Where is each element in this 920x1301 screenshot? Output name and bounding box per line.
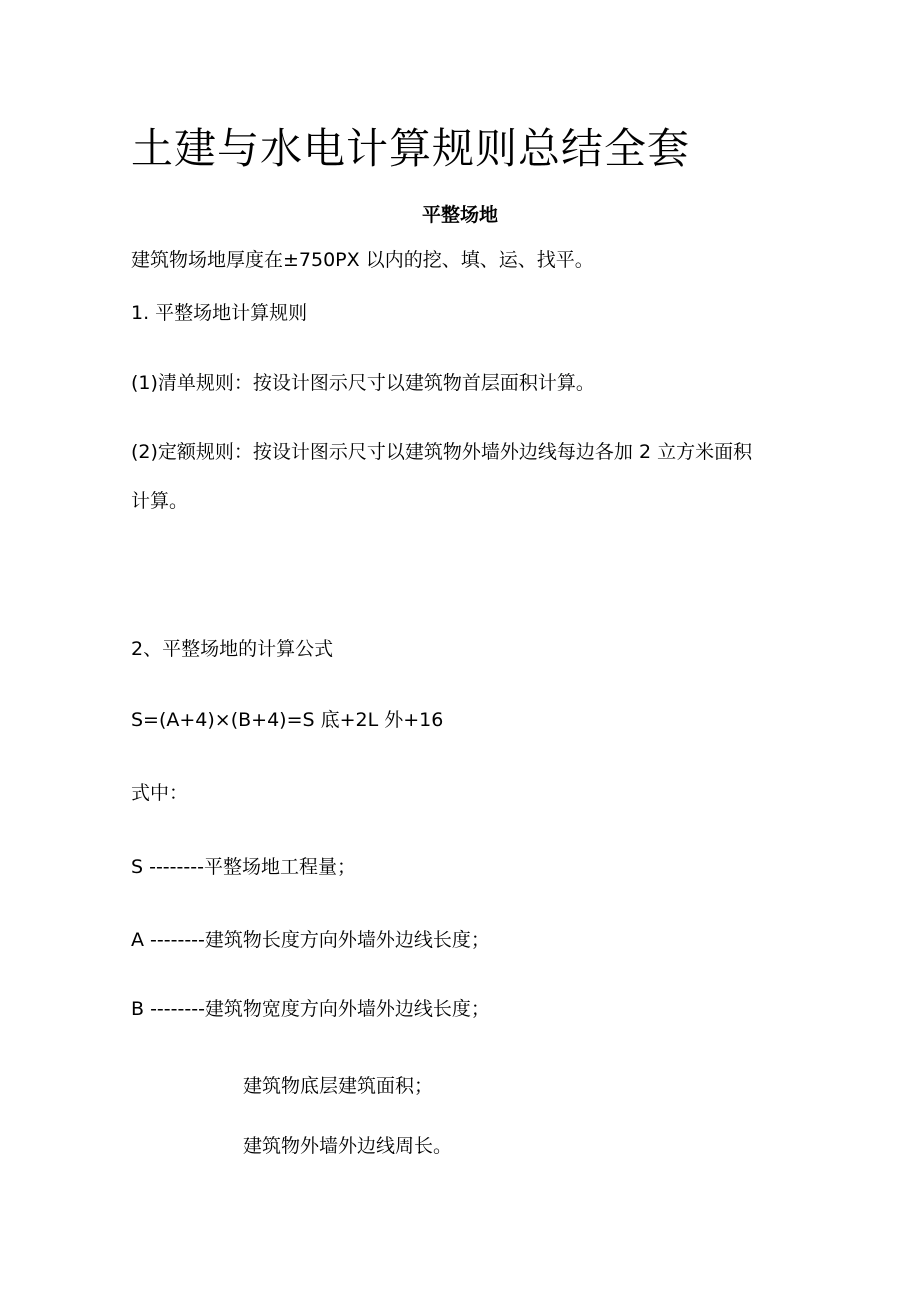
paragraph-list-rule: (1)清单规则：按设计图示尺寸以建筑物首层面积计算。 (131, 372, 595, 394)
paragraph-where: 式中： (131, 782, 189, 804)
document-title: 土建与水电计算规则总结全套 (131, 124, 691, 173)
formula: S=(A+4)×(B+4)=S 底+2L 外+16 (131, 709, 444, 731)
definition-b: B --------建筑物宽度方向外墙外边线长度； (131, 998, 490, 1020)
definition-s: S --------平整场地工程量； (131, 856, 356, 878)
definition-s-base: 建筑物底层建筑面积； (243, 1075, 434, 1097)
paragraph-quota-rule: (2)定额规则：按设计图示尺寸以建筑物外墙外边线每边各加 2 立方米面积 (131, 441, 753, 463)
definition-l-outer: 建筑物外墙外边线周长。 (243, 1135, 453, 1157)
paragraph-definition: 建筑物场地厚度在±750PX 以内的挖、填、运、找平。 (131, 249, 594, 271)
paragraph-formula-heading: 2、平整场地的计算公式 (131, 638, 334, 660)
paragraph-quota-rule-continued: 计算。 (131, 490, 189, 512)
section-heading: 平整场地 (421, 204, 498, 226)
definition-a: A --------建筑物长度方向外墙外边线长度； (131, 929, 490, 951)
paragraph-rules-heading: 1. 平整场地计算规则 (131, 302, 308, 324)
